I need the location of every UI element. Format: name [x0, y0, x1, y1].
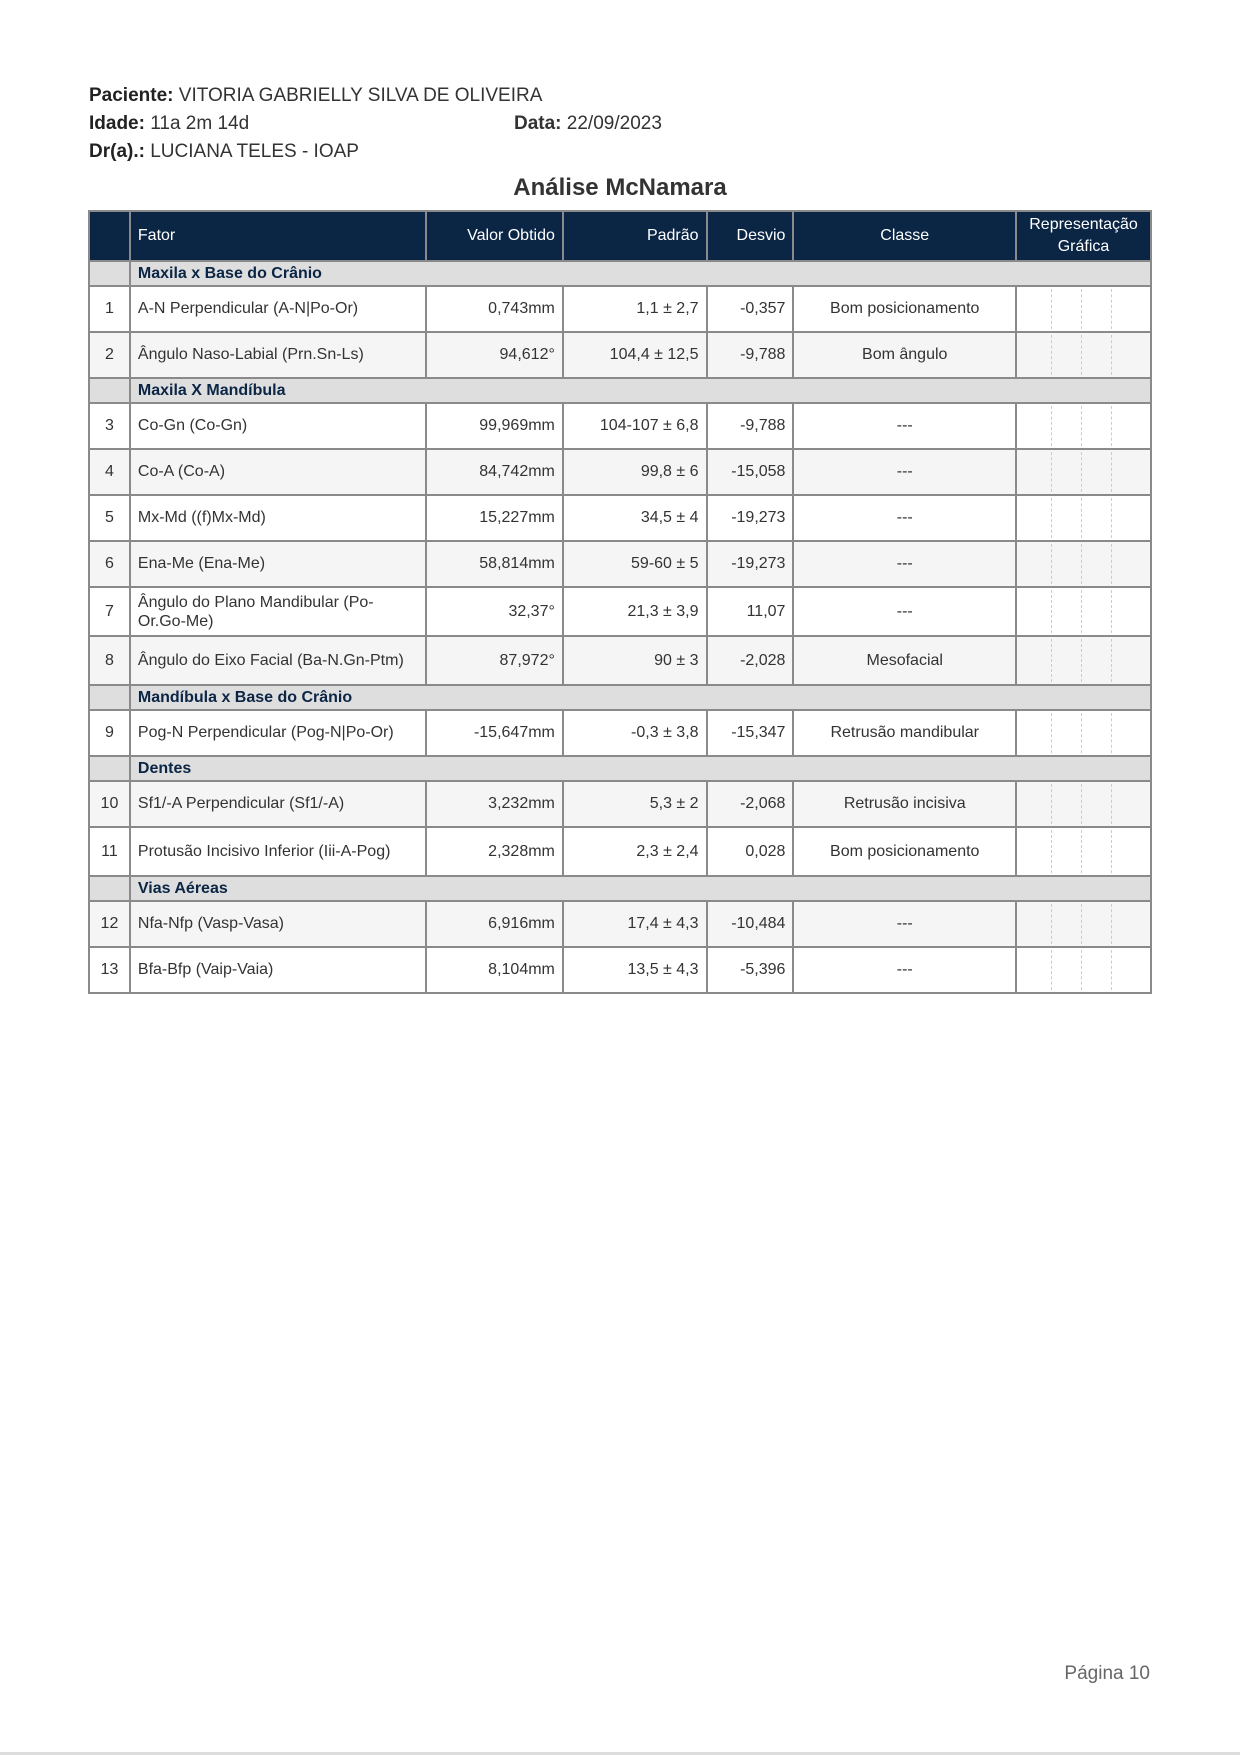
page-number: Página 10: [1064, 1663, 1150, 1684]
group-spacer: [89, 685, 130, 710]
table-row: [89, 636, 1151, 685]
desvio-cell: -15,058: [707, 449, 794, 495]
row-number: 8: [89, 636, 130, 685]
graphic-guide-line: [1111, 406, 1112, 446]
table-row: [89, 710, 1151, 756]
desvio-cell: 0,028: [707, 827, 794, 876]
page-title: Análise McNamara: [513, 174, 727, 201]
valor-cell: 0,743mm: [426, 286, 563, 332]
table-row: [89, 587, 1151, 636]
group-row: [89, 756, 1151, 781]
valor-cell: 2,328mm: [426, 827, 563, 876]
age-label: Idade:: [89, 113, 145, 134]
desvio-cell: -15,347: [707, 710, 794, 756]
doctor-line: [89, 141, 359, 163]
graphic-guide-line: [1081, 406, 1082, 446]
fator-cell: Protusão Incisivo Inferior (Iii-A-Pog): [130, 827, 426, 876]
graphic-cell: [1016, 947, 1151, 993]
padrao-cell: 5,3 ± 2: [563, 781, 707, 827]
graphic-cell: [1016, 901, 1151, 947]
col-valor: Valor Obtido: [426, 211, 563, 261]
fator-cell: Ena-Me (Ena-Me): [130, 541, 426, 587]
graphic-guide-line: [1051, 289, 1052, 329]
padrao-cell: 59-60 ± 5: [563, 541, 707, 587]
group-title: Mandíbula x Base do Crânio: [130, 685, 1151, 710]
age-line: [89, 113, 249, 135]
graphic-guide-line: [1051, 452, 1052, 492]
padrao-cell: 2,3 ± 2,4: [563, 827, 707, 876]
table-row: [89, 541, 1151, 587]
graphic-guide-line: [1051, 406, 1052, 446]
col-desvio: Desvio: [707, 211, 794, 261]
graphic-guide-line: [1081, 452, 1082, 492]
patient-name: VITORIA GABRIELLY SILVA DE OLIVEIRA: [178, 85, 543, 106]
row-number: 1: [89, 286, 130, 332]
fator-cell: Pog-N Perpendicular (Pog-N|Po-Or): [130, 710, 426, 756]
valor-cell: -15,647mm: [426, 710, 563, 756]
row-number: 12: [89, 901, 130, 947]
fator-cell: Nfa-Nfp (Vasp-Vasa): [130, 901, 426, 947]
group-row: [89, 876, 1151, 901]
valor-cell: 32,37°: [426, 587, 563, 636]
fator-cell: Mx-Md ((f)Mx-Md): [130, 495, 426, 541]
fator-cell: Ângulo Naso-Labial (Prn.Sn-Ls): [130, 332, 426, 378]
row-number: 11: [89, 827, 130, 876]
graphic-guide-line: [1081, 830, 1082, 873]
classe-cell: ---: [793, 541, 1016, 587]
desvio-cell: -19,273: [707, 541, 794, 587]
desvio-cell: -9,788: [707, 403, 794, 449]
classe-cell: Bom posicionamento: [793, 286, 1016, 332]
table-header: [89, 211, 1151, 261]
graphic-guide-line: [1111, 830, 1112, 873]
fator-cell: Co-Gn (Co-Gn): [130, 403, 426, 449]
table-row: [89, 403, 1151, 449]
row-number: 9: [89, 710, 130, 756]
graphic-cell: [1016, 403, 1151, 449]
age-value: 11a 2m 14d: [150, 113, 250, 134]
graphic-guide-line: [1111, 950, 1112, 990]
group-spacer: [89, 378, 130, 403]
graphic-guide-line: [1111, 289, 1112, 329]
table-row: [89, 947, 1151, 993]
padrao-cell: 90 ± 3: [563, 636, 707, 685]
col-fator: Fator: [130, 211, 426, 261]
group-row: [89, 378, 1151, 403]
table-row: [89, 827, 1151, 876]
graphic-guide-line: [1081, 904, 1082, 944]
padrao-cell: -0,3 ± 3,8: [563, 710, 707, 756]
table-row: [89, 332, 1151, 378]
row-number: 6: [89, 541, 130, 587]
group-spacer: [89, 261, 130, 286]
graphic-guide-line: [1051, 830, 1052, 873]
graphic-cell: [1016, 286, 1151, 332]
valor-cell: 58,814mm: [426, 541, 563, 587]
valor-cell: 94,612°: [426, 332, 563, 378]
classe-cell: Retrusão incisiva: [793, 781, 1016, 827]
fator-cell: Co-A (Co-A): [130, 449, 426, 495]
graphic-cell: [1016, 332, 1151, 378]
col-padrao: Padrão: [563, 211, 707, 261]
padrao-cell: 17,4 ± 4,3: [563, 901, 707, 947]
graphic-guide-line: [1051, 713, 1052, 753]
valor-cell: 8,104mm: [426, 947, 563, 993]
graphic-guide-line: [1111, 784, 1112, 824]
graphic-guide-line: [1081, 289, 1082, 329]
graphic-cell: [1016, 710, 1151, 756]
padrao-cell: 1,1 ± 2,7: [563, 286, 707, 332]
graphic-cell: [1016, 541, 1151, 587]
classe-cell: ---: [793, 403, 1016, 449]
graphic-guide-line: [1111, 544, 1112, 584]
col-num: [89, 211, 130, 261]
graphic-guide-line: [1051, 950, 1052, 990]
desvio-cell: -10,484: [707, 901, 794, 947]
padrao-cell: 34,5 ± 4: [563, 495, 707, 541]
graphic-guide-line: [1051, 639, 1052, 682]
classe-cell: ---: [793, 495, 1016, 541]
patient-line: [89, 85, 542, 107]
fator-cell: Ângulo do Plano Mandibular (Po-Or.Go-Me): [130, 587, 426, 636]
desvio-cell: -19,273: [707, 495, 794, 541]
graphic-guide-line: [1081, 544, 1082, 584]
graphic-guide-line: [1051, 498, 1052, 538]
desvio-cell: -2,028: [707, 636, 794, 685]
padrao-cell: 21,3 ± 3,9: [563, 587, 707, 636]
row-number: 10: [89, 781, 130, 827]
padrao-cell: 13,5 ± 4,3: [563, 947, 707, 993]
padrao-cell: 104-107 ± 6,8: [563, 403, 707, 449]
fator-cell: Ângulo do Eixo Facial (Ba-N.Gn-Ptm): [130, 636, 426, 685]
row-number: 2: [89, 332, 130, 378]
padrao-cell: 99,8 ± 6: [563, 449, 707, 495]
graphic-guide-line: [1111, 639, 1112, 682]
classe-cell: Mesofacial: [793, 636, 1016, 685]
group-spacer: [89, 756, 130, 781]
valor-cell: 15,227mm: [426, 495, 563, 541]
valor-cell: 3,232mm: [426, 781, 563, 827]
date-label: Data:: [514, 113, 562, 134]
table-row: [89, 495, 1151, 541]
graphic-guide-line: [1051, 590, 1052, 633]
group-row: [89, 261, 1151, 286]
graphic-cell: [1016, 495, 1151, 541]
classe-cell: ---: [793, 587, 1016, 636]
graphic-guide-line: [1111, 904, 1112, 944]
group-title: Maxila X Mandíbula: [130, 378, 1151, 403]
desvio-cell: -9,788: [707, 332, 794, 378]
graphic-guide-line: [1081, 498, 1082, 538]
group-row: [89, 685, 1151, 710]
graphic-cell: [1016, 449, 1151, 495]
group-title: Vias Aéreas: [130, 876, 1151, 901]
classe-cell: ---: [793, 449, 1016, 495]
graphic-guide-line: [1111, 498, 1112, 538]
desvio-cell: -2,068: [707, 781, 794, 827]
mcnamara-table: [88, 210, 1152, 994]
fator-cell: A-N Perpendicular (A-N|Po-Or): [130, 286, 426, 332]
date-value: 22/09/2023: [566, 113, 662, 134]
valor-cell: 6,916mm: [426, 901, 563, 947]
classe-cell: Retrusão mandibular: [793, 710, 1016, 756]
graphic-guide-line: [1081, 335, 1082, 375]
graphic-guide-line: [1051, 904, 1052, 944]
row-number: 7: [89, 587, 130, 636]
valor-cell: 99,969mm: [426, 403, 563, 449]
graphic-cell: [1016, 587, 1151, 636]
graphic-guide-line: [1081, 590, 1082, 633]
graphic-cell: [1016, 636, 1151, 685]
graphic-guide-line: [1081, 784, 1082, 824]
fator-cell: Sf1/-A Perpendicular (Sf1/-A): [130, 781, 426, 827]
classe-cell: Bom posicionamento: [793, 827, 1016, 876]
graphic-guide-line: [1051, 784, 1052, 824]
graphic-guide-line: [1111, 590, 1112, 633]
table-row: [89, 901, 1151, 947]
desvio-cell: -5,396: [707, 947, 794, 993]
table-row: [89, 286, 1151, 332]
patient-label: Paciente:: [89, 85, 174, 106]
date-line: [514, 113, 662, 135]
classe-cell: ---: [793, 947, 1016, 993]
desvio-cell: -0,357: [707, 286, 794, 332]
row-number: 5: [89, 495, 130, 541]
row-number: 4: [89, 449, 130, 495]
valor-cell: 87,972°: [426, 636, 563, 685]
classe-cell: ---: [793, 901, 1016, 947]
graphic-guide-line: [1081, 713, 1082, 753]
graphic-guide-line: [1081, 639, 1082, 682]
desvio-cell: 11,07: [707, 587, 794, 636]
classe-cell: Bom ângulo: [793, 332, 1016, 378]
group-spacer: [89, 876, 130, 901]
group-title: Dentes: [130, 756, 1151, 781]
table-row: [89, 449, 1151, 495]
row-number: 3: [89, 403, 130, 449]
graphic-cell: [1016, 827, 1151, 876]
group-title: Maxila x Base do Crânio: [130, 261, 1151, 286]
table-row: [89, 781, 1151, 827]
doctor-label: Dr(a).:: [89, 141, 145, 162]
col-classe: Classe: [793, 211, 1016, 261]
padrao-cell: 104,4 ± 12,5: [563, 332, 707, 378]
graphic-guide-line: [1111, 713, 1112, 753]
col-grafica: Representação Gráfica: [1016, 211, 1151, 261]
row-number: 13: [89, 947, 130, 993]
valor-cell: 84,742mm: [426, 449, 563, 495]
graphic-guide-line: [1051, 544, 1052, 584]
fator-cell: Bfa-Bfp (Vaip-Vaia): [130, 947, 426, 993]
graphic-guide-line: [1081, 950, 1082, 990]
doctor-name: LUCIANA TELES - IOAP: [150, 141, 359, 162]
graphic-guide-line: [1051, 335, 1052, 375]
graphic-cell: [1016, 781, 1151, 827]
graphic-guide-line: [1111, 452, 1112, 492]
graphic-guide-line: [1111, 335, 1112, 375]
